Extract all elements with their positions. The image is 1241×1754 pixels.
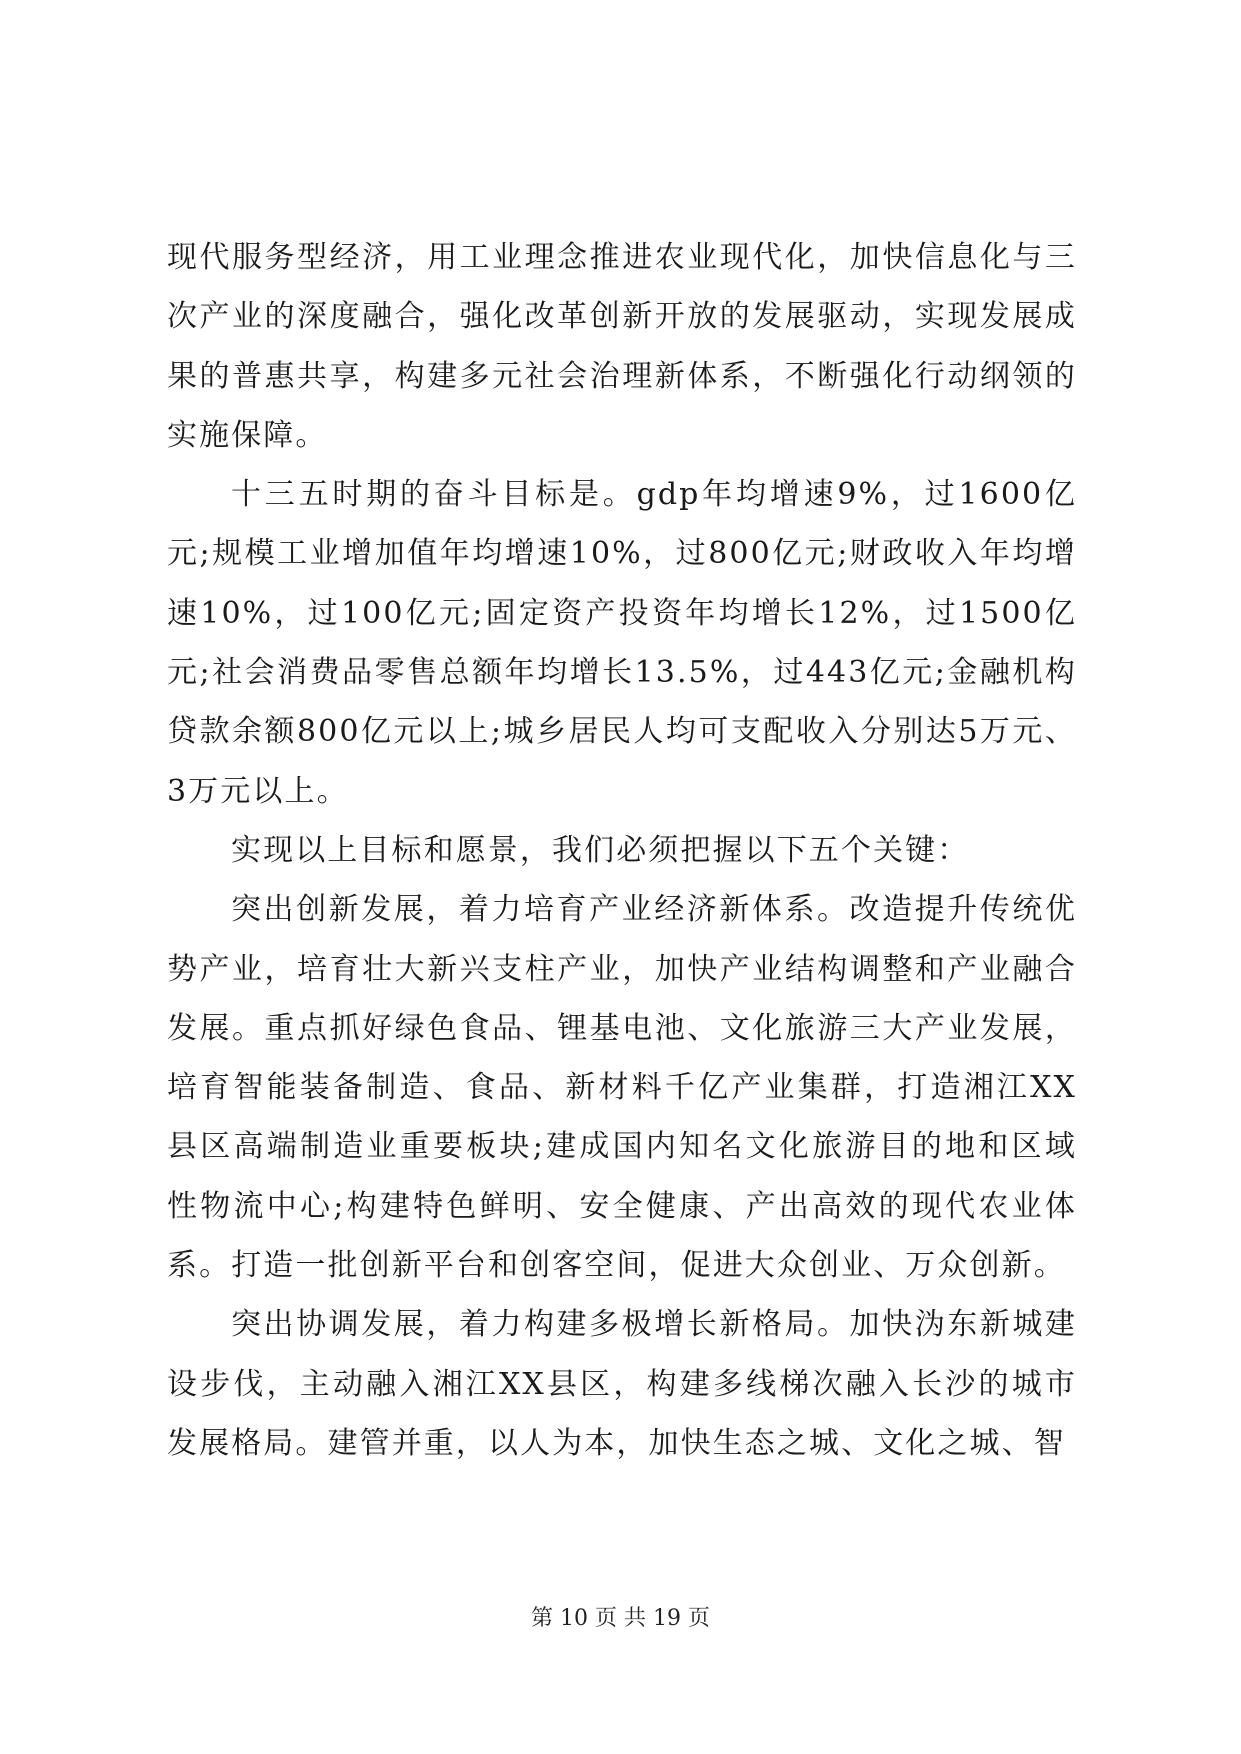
paragraph-coordination: 突出协调发展，着力构建多极增长新格局。加快沩东新城建设步伐，主动融入湘江XX县区，构建多线梯次融入长沙的城市发展格局。建管并重，以人为本，加快生态之城、文化之城、智	[167, 1307, 1077, 1461]
paragraph-five-keys: 实现以上目标和愿景，我们必须把握以下五个关键：	[231, 832, 970, 868]
page-footer	[0, 1605, 1241, 1633]
paragraph-continuation: 现代服务型经济，用工业理念推进农业现代化，加快信息化与三次产业的深度融合，强化改革创新开放的发展驱动，实现发展成果的普惠共享，构建多元社会治理新体系，不断强化行动纲领的实施保障。	[167, 240, 1077, 453]
document-body	[167, 228, 1077, 1473]
paragraph-goals: 十三五时期的奋斗目标是。gdp年均增速9%，过1600亿元;规模工业增加值年均增速10%，过800亿元;财政收入年均增速10%，过100亿元;固定资产投资年均增长12%，过1500亿元;社会消费品零售总额年均增长13.5%，过443亿元;金融机构贷款余额800亿元以上;城乡居民人均可支配收入分别达5万元、3万元以上。	[167, 477, 1077, 809]
page-number: 第 10 页 共 19 页	[531, 1606, 710, 1631]
paragraph-innovation: 突出创新发展，着力培育产业经济新体系。改造提升传统优势产业，培育壮大新兴支柱产业，加快产业结构调整和产业融合发展。重点抓好绿色食品、锂基电池、文化旅游三大产业发展，培育智能装备制造、食品、新材料千亿产业集群，打造湘江XX县区高端制造业重要板块;建成国内知名文化旅游目的地和区域性物流中心;构建特色鲜明、安全健康、产出高效的现代农业体系。打造一批创新平台和创客空间，促进大众创业、万众创新。	[167, 892, 1077, 1284]
